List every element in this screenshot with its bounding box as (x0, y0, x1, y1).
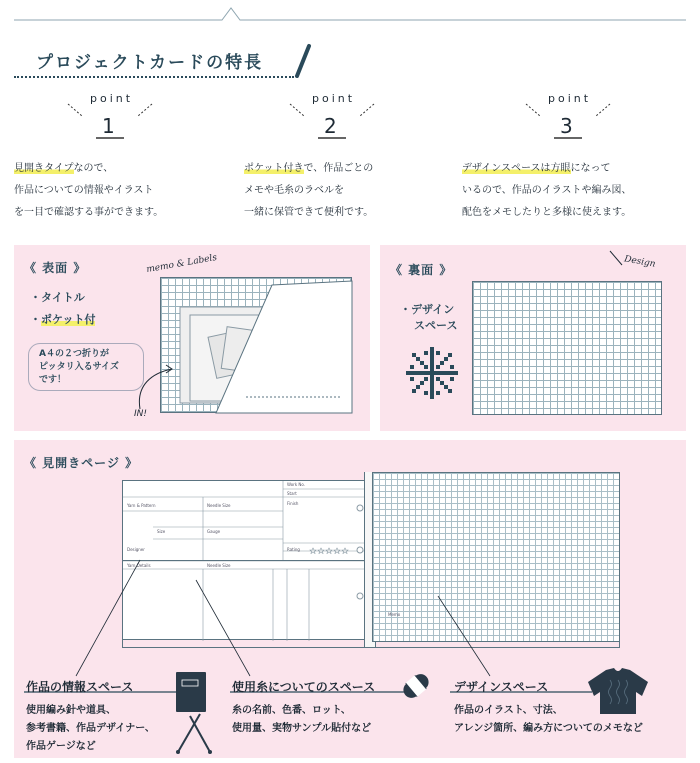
point-word: point (90, 92, 134, 105)
callout-3-desc: 作品のイラスト、寸法、 アレンジ箇所、編み方についてのメモなど (454, 705, 643, 734)
page-title: プロジェクトカードの特長 (36, 53, 264, 73)
form-gauge: Gauge (207, 529, 221, 534)
form-finish: Finish (287, 501, 299, 506)
form-needle-size: Needle Size (207, 563, 231, 568)
snowflake-icon (404, 345, 460, 401)
point-2-line2: メモや毛糸のラベルを (244, 185, 344, 196)
front-note-bubble: A４の２つ折りが ピッタリ入るサイズ です！ (28, 343, 144, 391)
front-panel (14, 245, 370, 431)
top-divider (0, 0, 700, 30)
point-3-badge (524, 92, 612, 142)
point-2-line1: で、作品ごとの (303, 163, 374, 174)
point-number: 2 (324, 114, 337, 138)
form-yarn-name: Yarn & Pattern (127, 503, 156, 508)
sweater-icon (586, 666, 650, 716)
arrow-icon (132, 355, 182, 415)
back-bullet-line1: ・デザイン (400, 303, 455, 316)
form-size: Size (157, 529, 166, 534)
spread-title: 《 見開きページ 》 (24, 456, 139, 470)
point-number: 3 (560, 114, 573, 138)
point-3-line2: いるので、作品のイラストや編み図、 (462, 185, 632, 196)
callout-1-desc: 使用編み針や道具、 参考書籍、作品デザイナー、 作品ゲージなど (26, 705, 155, 752)
title-underline (14, 76, 294, 78)
point-1-line1: なので、 (73, 163, 114, 174)
callout-1-title: 作品の情報スペース (26, 680, 134, 694)
form-yarn-details: Yarn Details (127, 563, 151, 568)
memo-labels-script: memo & Labels (145, 252, 218, 276)
bullet-dot: ・ (30, 313, 41, 326)
point-3 (462, 92, 692, 232)
back-title: 《 裏面 》 (390, 263, 453, 277)
form-rating: Rating (287, 547, 300, 552)
yarn-skein-icon (398, 668, 434, 704)
point-1-highlight: 見開きタイプ (14, 163, 74, 174)
point-number: 1 (102, 114, 115, 138)
form-memo: Memo (388, 612, 401, 617)
point-1 (14, 92, 234, 232)
point-2-text (244, 158, 474, 224)
front-bullet-pocket (30, 311, 95, 327)
back-card (472, 281, 662, 415)
pocket-highlight: ポケット付 (41, 313, 96, 326)
point-3-line1: になって (570, 163, 611, 174)
in-label: IN! (134, 409, 147, 419)
back-panel (380, 245, 686, 431)
form-designer: Designer (127, 547, 145, 552)
form-work-no: Work No. (287, 482, 306, 487)
spread-panel (14, 440, 686, 758)
point-word: point (312, 92, 356, 105)
callout-3-title: デザインスペース (454, 680, 549, 694)
point-1-text (14, 158, 244, 224)
point-3-line3: 配色をメモしたりと多様に使えます。 (462, 207, 632, 218)
front-bullet-title: ・タイトル (30, 291, 85, 304)
pen-icon (293, 42, 313, 78)
point-2-highlight: ポケット付き (244, 163, 304, 174)
form-start: Start (287, 491, 297, 496)
design-script: Design (623, 254, 657, 270)
point-2-badge (288, 92, 376, 142)
book-needles-icon (170, 668, 218, 754)
point-1-line2: 作品についての情報やイラスト (14, 185, 154, 196)
point-1-badge (66, 92, 154, 142)
point-3-text (462, 158, 692, 224)
form-needle: Needle Size (207, 503, 231, 508)
pocket-illustration (160, 277, 360, 417)
callout-2-desc: 糸の名前、色番、ロット、 使用量、実物サンプル貼付など (232, 705, 372, 734)
callout-2-title: 使用糸についてのスペース (232, 680, 376, 694)
point-1-line3: を一目で確認する事ができます。 (14, 207, 164, 218)
point-2-line3: 一緒に保管できて便利です。 (244, 207, 374, 218)
point-2 (244, 92, 464, 232)
front-title: 《 表面 》 (24, 261, 87, 275)
point-3-highlight: デザインスペースは方眼 (462, 163, 571, 174)
back-bullet-line2: スペース (414, 319, 458, 332)
header (14, 40, 314, 80)
point-word: point (548, 92, 592, 105)
design-pointer-line (608, 249, 628, 269)
